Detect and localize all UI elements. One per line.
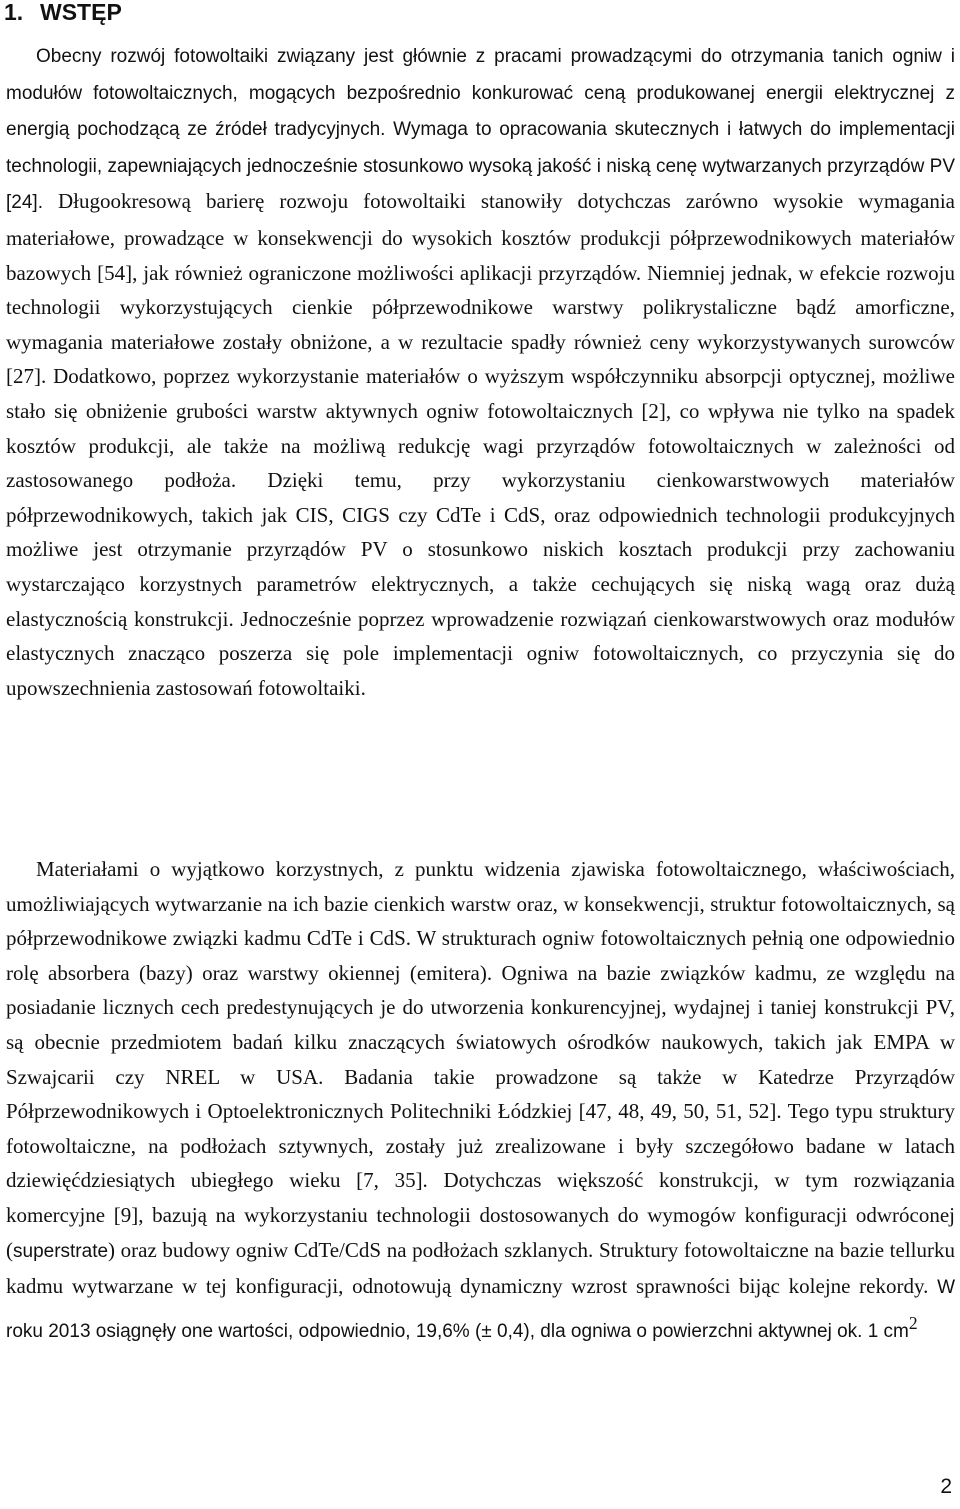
paragraph-2-sentence-6: ) oraz budowy ogniw CdTe/CdS na podłożach szklanych. — [108, 1237, 594, 1262]
paragraph-1-sentence-3: Niemniej jednak, w efekcie rozwoju technologii wykorzystujących cienkie półprzewodnikowe warstwy polikrystaliczne bądź amorficzne, wymagania materiałowe zostały obniżone, a w rezultacie spadły również ceny wykorzystywanych surowców [27]. Dodatkowo, poprzez wykorzystanie materiałów o wyższym współczynniku absorpcji optycznej, możliwe stało się obniżenie grubości warstw aktywnych ogniw fotowoltaicznych [2], co wpływa nie tylko na spadek kosztów produkcji, ale także na możliwą redukcję wagi przyrządów fotowoltaicznych w zależności od zastosowanego podłoża. — [6, 260, 956, 493]
paragraph-2 — [6, 852, 955, 1349]
paragraph-2-sentence-5: Tego typu struktury fotowoltaiczne, na podłożach sztywnych, zostały już zrealizowane i były szczegółowo badane w latach dziewięćdziesiątych ubiegłego wieku [7, 35]. Dotychczas większość konstrukcji, w tym rozwiązania komercyjne [9], bazują na wykorzystaniu technologii dostosowanych do wymogów konfiguracji odwróconej ( — [6, 1099, 955, 1262]
paragraph-2-sentence-7: Struktury fotowoltaiczne na bazie tellurku kadmu wytwarzane w tej konfiguracji, odnotowują dynamiczny wzrost sprawności bijąc kolejne rekordy. — [6, 1237, 956, 1299]
paragraph-2-sentence-1: Materiałami o wyjątkowo korzystnych, z punktu widzenia zjawiska fotowoltaicznego, właściwościach, umożliwiających wytwarzanie na ich bazie cienkich warstw oraz, w konsekwencji, struktur fotowoltaicznych, są półprzewodnikowe związki kadmu CdTe i CdS. — [6, 857, 955, 951]
section-number: 1. — [4, 0, 24, 25]
paragraph-2-sentence-3: Ogniwa na bazie związków kadmu, ze względu na posiadanie licznych cech predestynujących je do utworzenia konkurencyjnej, wydajnej i taniej konstrukcji PV, są obecnie przedmiotem badań kilku znaczących światowych ośrodków naukowych, takich jak EMPA w Szwajcarii czy NREL w USA. — [6, 960, 955, 1089]
paragraph-1-sentence-4: Dzięki temu, przy wykorzystaniu cienkowarstwowych materiałów półprzewodnikowych, takich jak CIS, CIGS czy CdTe i CdS, oraz odpowiednich technologii produkcyjnych możliwe jest otrzymanie przyrządów PV o stosunkowo niskich kosztach produkcji przy zachowaniu wystarczająco korzystnych parametrów elektrycznych, a także cechujących się niską wagą oraz dużą elastycznością konstrukcji. — [6, 468, 956, 631]
superstrate-term: superstrate — [13, 1240, 109, 1262]
paragraph-1 — [6, 38, 955, 705]
paragraph-2-sentence-2: W strukturach ogniw fotowoltaicznych pełnią one odpowiednio rolę absorbera (bazy) oraz warstwy okiennej (emitera). — [6, 926, 956, 985]
page-number: 2 — [940, 1475, 952, 1498]
superscript-exponent: 2 — [908, 1312, 918, 1333]
paragraph-1-sentence-5: Jednocześnie poprzez wprowadzenie rozwiązań cienkowarstwowych oraz modułów elastycznych znacząco poszerza się pole implementacji ogniw fotowoltaicznych, co przyczynia się do upowszechnienia zastosowań fotowoltaiki. — [6, 606, 956, 700]
section-heading — [4, 0, 122, 27]
paragraph-2-sentence-8: W roku 2013 osiągnęły one wartości, odpowiednio, 19,6% (± 0,4), dla ogniwa o powierzchni aktywnej ok. 1 cm — [6, 1277, 956, 1342]
paragraph-2-sentence-4: Badania takie prowadzone są także w Katedrze Przyrządów Półprzewodnikowych i Optoelektronicznych Politechniki Łódzkiej [47, 48, 49, 50, 51, 52]. — [6, 1064, 955, 1124]
section-title: WSTĘP — [40, 0, 122, 25]
paragraph-1-sentence-1: Obecny rozwój fotowoltaiki związany jest głównie z pracami prowadzącymi do otrzymania tanich ogniw i modułów fotowoltaicznych, mogących bezpośrednio konkurować ceną produkowanej energii elektrycznej z energią pochodzącą ze źródeł tradycyjnych. Wymaga to opracowania skutecznych i łatwych do implementacji technologii, zapewniających jednocześnie stosunkowo wysoką jakość i niską cenę wytwarzanych przyrządów PV [24]. — [6, 46, 955, 214]
paragraph-1-sentence-2: Długookresową barierę rozwoju fotowoltaiki stanowiły dotychczas zarówno wysokie wymagania materiałowe, prowadzące w konsekwencji do wysokich kosztów produkcji półprzewodnikowych materiałów bazowych [54], jak również ograniczone możliwości aplikacji przyrządów. — [6, 189, 956, 285]
